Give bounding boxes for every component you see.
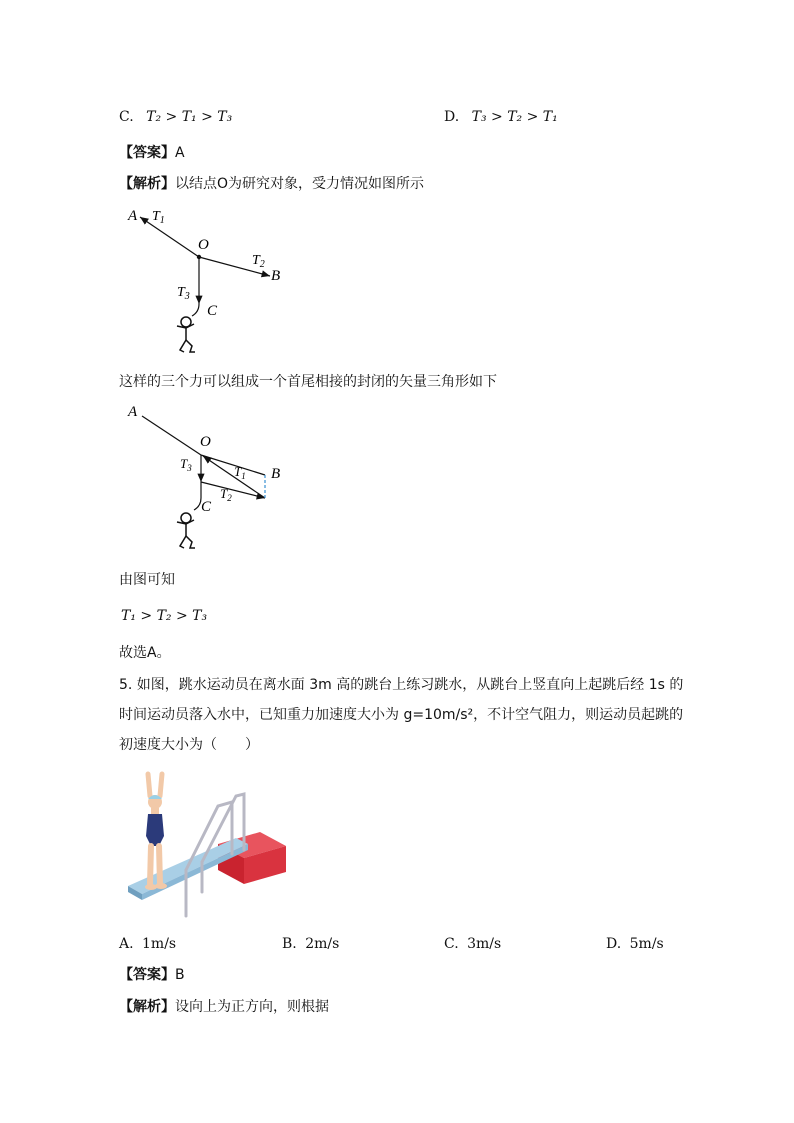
force-diagram: [120, 200, 300, 360]
label-b: B: [271, 268, 281, 284]
analysis-text: 以结点O为研究对象，受力情况如图所示: [175, 176, 425, 192]
q5-answer: [119, 965, 185, 985]
rope-ao: [142, 416, 201, 455]
q5-analysis: [119, 997, 329, 1017]
t1-vector: [140, 217, 199, 257]
q5-option-b: [282, 934, 339, 954]
answer-value: A: [175, 145, 185, 161]
option-label: A.: [119, 936, 134, 952]
option-d-label: D.: [444, 109, 460, 125]
option-d-expr: T₃ > T₂ > T₁: [471, 109, 558, 125]
conclusion-intro: 由图可知: [119, 572, 175, 588]
option-label: B.: [282, 936, 297, 952]
option-c: [119, 107, 232, 127]
choose-text: 故选A。: [119, 645, 171, 661]
option-d: [444, 107, 558, 127]
option-value: 5m/s: [629, 936, 664, 952]
option-c-expr: T₂ > T₁ > T₃: [146, 109, 233, 125]
t2-vector: [201, 482, 265, 498]
rope-ob: [201, 455, 265, 475]
analysis-tag: 【解析】: [119, 176, 175, 192]
option-label: C.: [444, 936, 459, 952]
label-t3: $T_3$: [180, 456, 192, 473]
q4-answer: [119, 143, 185, 163]
q4-analysis-line: [119, 174, 424, 194]
label-a: A: [128, 208, 138, 224]
label-t2: $T_2$: [252, 253, 265, 270]
q5-line2: 时间运动员落入水中，已知重力加速度大小为 g=10m/s²，不计空气阻力，则运动员起跳的: [119, 707, 684, 723]
option-value: 2m/s: [305, 936, 340, 952]
label-b: B: [271, 466, 281, 482]
knot-o: [197, 255, 201, 259]
q5-option-c: [444, 934, 501, 954]
label-t3: $T_3$: [177, 285, 190, 302]
label-c: C: [207, 303, 218, 319]
triangle-text: 这样的三个力可以组成一个首尾相接的封闭的矢量三角形如下: [119, 374, 497, 390]
hanging-person-icon: [177, 513, 195, 548]
analysis-tag: 【解析】: [119, 999, 175, 1015]
label-a: A: [128, 404, 138, 420]
label-c: C: [201, 499, 212, 515]
label-o: O: [200, 434, 211, 450]
option-value: 1m/s: [142, 936, 177, 952]
label-o: O: [198, 237, 209, 253]
analysis-text: 设向上为正方向，则根据: [175, 999, 329, 1015]
vector-triangle-diagram: [120, 398, 300, 558]
label-t1: $T_1$: [234, 464, 246, 481]
answer-tag: 【答案】: [119, 145, 175, 161]
answer-tag: 【答案】: [119, 967, 175, 983]
diver-illustration: [118, 766, 290, 922]
label-t1: $T_1$: [152, 209, 165, 226]
answer-value: B: [175, 967, 185, 983]
option-value: 3m/s: [467, 936, 502, 952]
q5-line3: 初速度大小为（ ）: [119, 737, 259, 753]
option-c-label: C.: [119, 109, 134, 125]
conclusion-expr: T₁ > T₂ > T₃: [121, 608, 208, 624]
q5-option-d: [606, 934, 664, 954]
label-t2: $T_2$: [220, 486, 232, 503]
option-label: D.: [606, 936, 622, 952]
q5-option-a: [119, 934, 176, 954]
q5-line1: 5. 如图，跳水运动员在离水面 3m 高的跳台上练习跳水，从跳台上竖直向上起跳后经 1s 的: [119, 677, 684, 693]
hanging-person-icon: [177, 317, 195, 352]
